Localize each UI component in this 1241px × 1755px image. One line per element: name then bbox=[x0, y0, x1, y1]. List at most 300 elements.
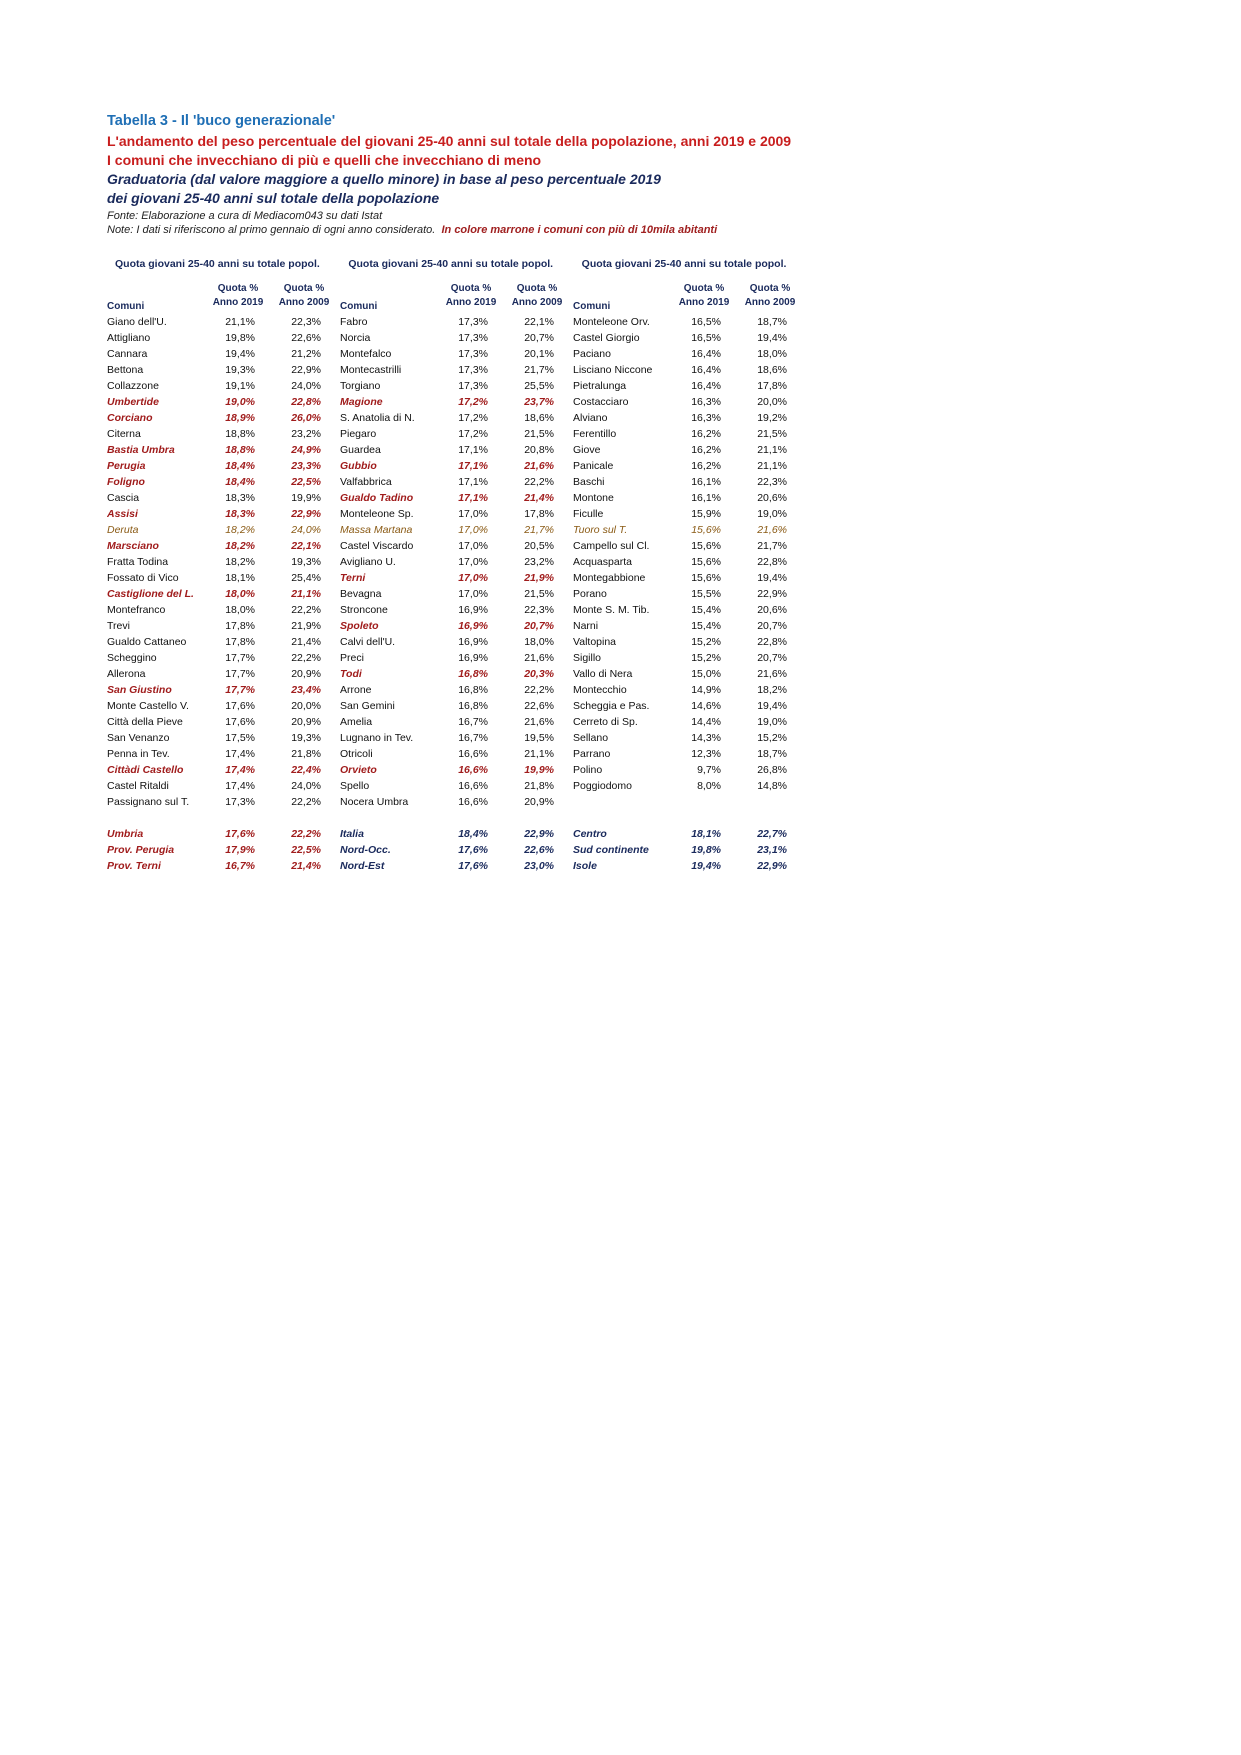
value-2009: 19,4% bbox=[757, 332, 787, 344]
row-group-1 bbox=[107, 522, 340, 538]
table-row bbox=[107, 490, 807, 506]
value-2009: 20,0% bbox=[757, 396, 787, 408]
subtitle-ranking-2: dei giovani 25-40 anni sul totale della popolazione bbox=[107, 190, 440, 207]
comune-name: Prov. Terni bbox=[107, 860, 161, 872]
comune-name: Scheggia e Pas. bbox=[573, 700, 650, 712]
value-2009: 22,3% bbox=[757, 476, 787, 488]
comune-name: Bettona bbox=[107, 364, 144, 376]
value-2019: 17,2% bbox=[458, 428, 488, 440]
row-group-2 bbox=[340, 314, 573, 330]
row-group-2 bbox=[340, 858, 573, 874]
comune-name: Penna in Tev. bbox=[107, 748, 170, 760]
value-2009: 21,1% bbox=[757, 444, 787, 456]
comune-name: Sigillo bbox=[573, 652, 602, 664]
comune-name: Corciano bbox=[107, 412, 153, 424]
value-2009: 22,1% bbox=[291, 540, 321, 552]
value-2009: 19,9% bbox=[524, 764, 554, 776]
comune-name: San Giustino bbox=[107, 684, 172, 696]
value-2009: 19,0% bbox=[757, 508, 787, 520]
value-2009: 21,4% bbox=[291, 860, 321, 872]
value-2009: 22,2% bbox=[524, 684, 554, 696]
comune-name: Torgiano bbox=[340, 380, 381, 392]
comune-name: Tuoro sul T. bbox=[573, 524, 628, 536]
value-2019: 15,2% bbox=[691, 652, 721, 664]
row-group-3 bbox=[573, 778, 806, 794]
table-row bbox=[107, 794, 807, 810]
value-2009: 21,8% bbox=[524, 780, 554, 792]
value-2009: 14,8% bbox=[757, 780, 787, 792]
value-2019: 16,6% bbox=[458, 748, 488, 760]
value-2009: 20,5% bbox=[524, 540, 554, 552]
value-2019: 16,6% bbox=[458, 780, 488, 792]
value-2009: 23,2% bbox=[524, 556, 554, 568]
value-2019: 18,4% bbox=[225, 460, 255, 472]
value-2019: 16,5% bbox=[691, 332, 721, 344]
row-group-2 bbox=[340, 650, 573, 666]
row-group-2 bbox=[340, 490, 573, 506]
totals-row bbox=[107, 858, 807, 874]
row-group-3 bbox=[573, 362, 806, 378]
value-2019: 14,4% bbox=[691, 716, 721, 728]
value-2009: 22,6% bbox=[524, 844, 554, 856]
col-2019 bbox=[205, 282, 271, 312]
value-2019: 17,3% bbox=[458, 316, 488, 328]
row-group-2 bbox=[340, 522, 573, 538]
row-group-1 bbox=[107, 554, 340, 570]
comune-name: Sellano bbox=[573, 732, 609, 744]
comune-name: San Venanzo bbox=[107, 732, 170, 744]
value-2019: 17,4% bbox=[225, 748, 255, 760]
table-row bbox=[107, 666, 807, 682]
value-2009: 21,6% bbox=[524, 460, 554, 472]
row-group-1 bbox=[107, 778, 340, 794]
note-text: Note: I dati si riferiscono al primo gennaio di ogni anno considerato. bbox=[107, 224, 436, 237]
comune-name: Castel Ritaldi bbox=[107, 780, 169, 792]
value-2009: 26,8% bbox=[757, 764, 787, 776]
row-group-2 bbox=[340, 538, 573, 554]
group-title-3: Quota giovani 25-40 anni su totale popol. bbox=[581, 258, 787, 270]
col-2019 bbox=[438, 282, 504, 312]
value-2019: 19,4% bbox=[225, 348, 255, 360]
comune-name: Nord-Est bbox=[340, 860, 385, 872]
value-2019: 16,7% bbox=[458, 732, 488, 744]
value-2009: 22,6% bbox=[524, 700, 554, 712]
value-2019: 18,3% bbox=[225, 508, 255, 520]
totals-row bbox=[107, 842, 807, 858]
value-2019: 19,8% bbox=[225, 332, 255, 344]
value-2009: 20,6% bbox=[757, 492, 787, 504]
value-2019: 17,7% bbox=[225, 668, 255, 680]
row-group-3 bbox=[573, 442, 806, 458]
value-2009: 21,6% bbox=[524, 716, 554, 728]
row-group-1 bbox=[107, 730, 340, 746]
comune-name: Montecchio bbox=[573, 684, 627, 696]
value-2009: 21,1% bbox=[524, 748, 554, 760]
value-2009: 20,3% bbox=[524, 668, 554, 680]
col-q-label: Quota % bbox=[217, 283, 259, 294]
row-group-1 bbox=[107, 858, 340, 874]
row-group-2 bbox=[340, 666, 573, 682]
comune-name: Spello bbox=[340, 780, 370, 792]
col-comuni: Comuni bbox=[573, 301, 611, 312]
value-2009: 24,0% bbox=[291, 380, 321, 392]
value-2019: 17,7% bbox=[225, 652, 255, 664]
value-2019: 14,3% bbox=[691, 732, 721, 744]
comune-name: Cittàdi Castello bbox=[107, 764, 184, 776]
comune-name: Montefranco bbox=[107, 604, 166, 616]
row-group-2 bbox=[340, 618, 573, 634]
value-2009: 25,4% bbox=[291, 572, 321, 584]
value-2009: 25,5% bbox=[524, 380, 554, 392]
comune-name: Montegabbione bbox=[573, 572, 646, 584]
row-group-1 bbox=[107, 666, 340, 682]
table-row bbox=[107, 346, 807, 362]
comune-name: Foligno bbox=[107, 476, 145, 488]
comune-name: Arrone bbox=[340, 684, 372, 696]
row-group-3 bbox=[573, 746, 806, 762]
table-row bbox=[107, 602, 807, 618]
value-2009: 22,3% bbox=[291, 316, 321, 328]
value-2009: 21,5% bbox=[524, 428, 554, 440]
value-2019: 17,6% bbox=[225, 700, 255, 712]
value-2019: 18,4% bbox=[225, 476, 255, 488]
value-2019: 17,2% bbox=[458, 396, 488, 408]
comune-name: Porano bbox=[573, 588, 607, 600]
comune-name: Massa Martana bbox=[340, 524, 413, 536]
value-2019: 21,1% bbox=[225, 316, 255, 328]
comune-name: Isole bbox=[573, 860, 597, 872]
value-2009: 24,0% bbox=[291, 780, 321, 792]
row-group-1 bbox=[107, 698, 340, 714]
value-2019: 18,2% bbox=[225, 556, 255, 568]
comune-name: Cascia bbox=[107, 492, 140, 504]
comune-name: Scheggino bbox=[107, 652, 157, 664]
comune-name: Montecastrilli bbox=[340, 364, 402, 376]
row-group-1 bbox=[107, 378, 340, 394]
comune-name: Montone bbox=[573, 492, 614, 504]
comune-name: Perugia bbox=[107, 460, 146, 472]
row-group-2 bbox=[340, 346, 573, 362]
col-2009 bbox=[504, 282, 570, 312]
value-2009: 23,7% bbox=[524, 396, 554, 408]
value-2009: 21,6% bbox=[524, 652, 554, 664]
comune-name: Bastia Umbra bbox=[107, 444, 175, 456]
value-2009: 21,5% bbox=[524, 588, 554, 600]
table-row bbox=[107, 426, 807, 442]
row-group-2 bbox=[340, 394, 573, 410]
comune-name: Campello sul Cl. bbox=[573, 540, 650, 552]
value-2019: 8,0% bbox=[697, 780, 721, 792]
value-2009: 19,4% bbox=[757, 572, 787, 584]
comune-name: Polino bbox=[573, 764, 603, 776]
row-group-2 bbox=[340, 362, 573, 378]
row-group-3 bbox=[573, 762, 806, 778]
row-group-1 bbox=[107, 442, 340, 458]
value-2009: 15,2% bbox=[757, 732, 787, 744]
comune-name: Costacciaro bbox=[573, 396, 629, 408]
row-group-3 bbox=[573, 506, 806, 522]
col-comuni: Comuni bbox=[107, 301, 145, 312]
value-2009: 21,7% bbox=[757, 540, 787, 552]
value-2009: 22,9% bbox=[757, 860, 787, 872]
row-group-3 bbox=[573, 426, 806, 442]
comune-name: Poggiodomo bbox=[573, 780, 632, 792]
value-2019: 18,1% bbox=[691, 828, 721, 840]
comune-name: Alviano bbox=[573, 412, 608, 424]
value-2019: 17,9% bbox=[225, 844, 255, 856]
value-2009: 22,4% bbox=[291, 764, 321, 776]
row-group-2 bbox=[340, 682, 573, 698]
comune-name: Stroncone bbox=[340, 604, 388, 616]
value-2019: 16,7% bbox=[225, 860, 255, 872]
row-group-2 bbox=[340, 458, 573, 474]
value-2009: 23,1% bbox=[757, 844, 787, 856]
value-2019: 16,3% bbox=[691, 412, 721, 424]
comune-name: Calvi dell'U. bbox=[340, 636, 396, 648]
table-row bbox=[107, 730, 807, 746]
table-row bbox=[107, 650, 807, 666]
comune-name: Valtopina bbox=[573, 636, 617, 648]
col-2009 bbox=[737, 282, 803, 312]
value-2009: 22,8% bbox=[757, 556, 787, 568]
value-2019: 17,6% bbox=[225, 716, 255, 728]
value-2009: 20,1% bbox=[524, 348, 554, 360]
comune-name: Acquasparta bbox=[573, 556, 632, 568]
value-2009: 23,3% bbox=[291, 460, 321, 472]
value-2009: 22,9% bbox=[524, 828, 554, 840]
value-2019: 18,1% bbox=[225, 572, 255, 584]
comune-name: Marsciano bbox=[107, 540, 159, 552]
value-2009: 21,7% bbox=[524, 524, 554, 536]
value-2009: 20,0% bbox=[291, 700, 321, 712]
row-group-2 bbox=[340, 506, 573, 522]
row-group-2 bbox=[340, 442, 573, 458]
value-2009: 20,7% bbox=[524, 620, 554, 632]
value-2019: 17,1% bbox=[458, 492, 488, 504]
table-title: Tabella 3 - Il 'buco generazionale' bbox=[107, 113, 336, 129]
col-2019 bbox=[671, 282, 737, 312]
row-group-1 bbox=[107, 458, 340, 474]
value-2009: 18,2% bbox=[757, 684, 787, 696]
value-2019: 15,2% bbox=[691, 636, 721, 648]
col-2009 bbox=[271, 282, 337, 312]
row-group-2 bbox=[340, 378, 573, 394]
comune-name: Gubbio bbox=[340, 460, 377, 472]
value-2019: 17,6% bbox=[225, 828, 255, 840]
value-2009: 24,9% bbox=[291, 444, 321, 456]
comune-name: Narni bbox=[573, 620, 599, 632]
source-note: Fonte: Elaborazione a cura di Mediacom043 su dati Istat bbox=[107, 209, 383, 222]
row-group-3 bbox=[573, 858, 806, 874]
row-group-2 bbox=[340, 554, 573, 570]
value-2009: 21,6% bbox=[757, 668, 787, 680]
totals-row bbox=[107, 826, 807, 842]
value-2019: 16,2% bbox=[691, 444, 721, 456]
col-q-label: Quota % bbox=[516, 283, 558, 294]
comune-name: Bevagna bbox=[340, 588, 382, 600]
comune-name: Guardea bbox=[340, 444, 381, 456]
value-2009: 19,0% bbox=[757, 716, 787, 728]
table-row bbox=[107, 314, 807, 330]
row-group-2 bbox=[340, 586, 573, 602]
row-group-2 bbox=[340, 698, 573, 714]
value-2019: 17,6% bbox=[458, 860, 488, 872]
row-group-3 bbox=[573, 378, 806, 394]
value-2009: 22,5% bbox=[291, 844, 321, 856]
value-2019: 16,4% bbox=[691, 348, 721, 360]
row-group-1 bbox=[107, 314, 340, 330]
value-2009: 18,7% bbox=[757, 748, 787, 760]
value-2009: 21,2% bbox=[291, 348, 321, 360]
row-group-3 bbox=[573, 570, 806, 586]
row-group-2 bbox=[340, 426, 573, 442]
row-group-3 bbox=[573, 666, 806, 682]
row-group-1 bbox=[107, 346, 340, 362]
value-2019: 16,8% bbox=[458, 700, 488, 712]
row-group-2 bbox=[340, 842, 573, 858]
value-2019: 17,0% bbox=[458, 588, 488, 600]
comune-name: S. Anatolia di N. bbox=[340, 412, 415, 424]
row-group-1 bbox=[107, 426, 340, 442]
value-2009: 22,2% bbox=[524, 476, 554, 488]
row-group-2 bbox=[340, 794, 573, 810]
value-2019: 17,6% bbox=[458, 844, 488, 856]
comune-name: Monteleone Orv. bbox=[573, 316, 650, 328]
value-2019: 16,2% bbox=[691, 428, 721, 440]
value-2009: 22,9% bbox=[291, 508, 321, 520]
row-group-1 bbox=[107, 362, 340, 378]
value-2019: 18,0% bbox=[225, 604, 255, 616]
value-2019: 19,0% bbox=[225, 396, 255, 408]
value-2009: 21,5% bbox=[757, 428, 787, 440]
row-group-1 bbox=[107, 634, 340, 650]
value-2019: 16,1% bbox=[691, 492, 721, 504]
comune-name: Trevi bbox=[107, 620, 130, 632]
value-2019: 16,8% bbox=[458, 684, 488, 696]
comune-name: Castiglione del L. bbox=[107, 588, 194, 600]
value-2009: 23,0% bbox=[524, 860, 554, 872]
row-group-1 bbox=[107, 330, 340, 346]
value-2019: 17,3% bbox=[458, 380, 488, 392]
group-title-1: Quota giovani 25-40 anni su totale popol. bbox=[115, 258, 320, 270]
row-group-2 bbox=[340, 714, 573, 730]
value-2019: 17,2% bbox=[458, 412, 488, 424]
row-group-1 bbox=[107, 618, 340, 634]
value-2009: 19,2% bbox=[757, 412, 787, 424]
col-year-label: Anno 2009 bbox=[511, 296, 563, 308]
comune-name: Lugnano in Tev. bbox=[340, 732, 414, 744]
value-2019: 18,8% bbox=[225, 428, 255, 440]
value-2019 bbox=[671, 794, 721, 810]
comune-name: Otricoli bbox=[340, 748, 373, 760]
value-2009: 17,8% bbox=[524, 508, 554, 520]
comune-name: Vallo di Nera bbox=[573, 668, 633, 680]
value-2019: 16,4% bbox=[691, 364, 721, 376]
col-year-label: Anno 2009 bbox=[278, 296, 330, 308]
comune-name: Passignano sul T. bbox=[107, 796, 190, 808]
value-2009: 22,2% bbox=[291, 796, 321, 808]
value-2019: 19,3% bbox=[225, 364, 255, 376]
row-group-3 bbox=[573, 554, 806, 570]
header-group-2 bbox=[340, 282, 573, 312]
comune-name: Monte S. M. Tib. bbox=[573, 604, 650, 616]
comune-name: Collazzone bbox=[107, 380, 159, 392]
subtitle-ranking: Graduatoria (dal valore maggiore a quello minore) in base al peso percentuale 2019 bbox=[107, 171, 661, 188]
row-group-3 bbox=[573, 538, 806, 554]
value-2009: 19,4% bbox=[757, 700, 787, 712]
comune-name: Assisi bbox=[107, 508, 138, 520]
col-year-label: Anno 2009 bbox=[744, 296, 796, 308]
table-row bbox=[107, 394, 807, 410]
row-group-3 bbox=[573, 826, 806, 842]
value-2009: 18,7% bbox=[757, 316, 787, 328]
comune-name: Attigliano bbox=[107, 332, 151, 344]
row-group-3 bbox=[573, 474, 806, 490]
table-row bbox=[107, 618, 807, 634]
row-group-3 bbox=[573, 698, 806, 714]
table-row bbox=[107, 474, 807, 490]
value-2019: 15,0% bbox=[691, 668, 721, 680]
value-2019: 15,4% bbox=[691, 604, 721, 616]
row-group-3 bbox=[573, 410, 806, 426]
row-group-1 bbox=[107, 714, 340, 730]
col-q-label: Quota % bbox=[283, 283, 325, 294]
col-year-label: Anno 2019 bbox=[445, 296, 497, 308]
row-group-2 bbox=[340, 826, 573, 842]
table-row bbox=[107, 458, 807, 474]
comune-name: Spoleto bbox=[340, 620, 379, 632]
comune-name: Giove bbox=[573, 444, 601, 456]
value-2019: 15,6% bbox=[691, 540, 721, 552]
comune-name: Valfabbrica bbox=[340, 476, 392, 488]
comune-name: Todi bbox=[340, 668, 362, 680]
comune-name: Deruta bbox=[107, 524, 139, 536]
value-2019: 16,9% bbox=[458, 604, 488, 616]
row-group-2 bbox=[340, 762, 573, 778]
value-2019: 12,3% bbox=[691, 748, 721, 760]
data-note bbox=[107, 223, 827, 238]
value-2019: 15,9% bbox=[691, 508, 721, 520]
value-2009: 22,7% bbox=[757, 828, 787, 840]
comune-name: Centro bbox=[573, 828, 607, 840]
value-2019: 17,8% bbox=[225, 636, 255, 648]
row-group-1 bbox=[107, 506, 340, 522]
value-2009: 22,2% bbox=[291, 828, 321, 840]
value-2009: 21,8% bbox=[291, 748, 321, 760]
value-2009: 20,6% bbox=[757, 604, 787, 616]
value-2009: 22,1% bbox=[524, 316, 554, 328]
comune-name: Gualdo Tadino bbox=[340, 492, 414, 504]
row-group-1 bbox=[107, 842, 340, 858]
row-group-3 bbox=[573, 794, 806, 810]
value-2019: 17,3% bbox=[458, 364, 488, 376]
value-2009: 22,9% bbox=[757, 588, 787, 600]
value-2009: 23,4% bbox=[291, 684, 321, 696]
comune-name: Monte Castello V. bbox=[107, 700, 189, 712]
value-2019: 15,6% bbox=[691, 572, 721, 584]
comune-name: Ficulle bbox=[573, 508, 604, 520]
value-2019: 16,5% bbox=[691, 316, 721, 328]
comune-name: Lisciano Niccone bbox=[573, 364, 653, 376]
table-row bbox=[107, 538, 807, 554]
comune-name: Prov. Perugia bbox=[107, 844, 175, 856]
comune-name: Castel Viscardo bbox=[340, 540, 414, 552]
row-group-2 bbox=[340, 570, 573, 586]
comune-name: Avigliano U. bbox=[340, 556, 396, 568]
value-2019: 16,6% bbox=[458, 764, 488, 776]
row-group-1 bbox=[107, 746, 340, 762]
value-2019: 17,1% bbox=[458, 460, 488, 472]
